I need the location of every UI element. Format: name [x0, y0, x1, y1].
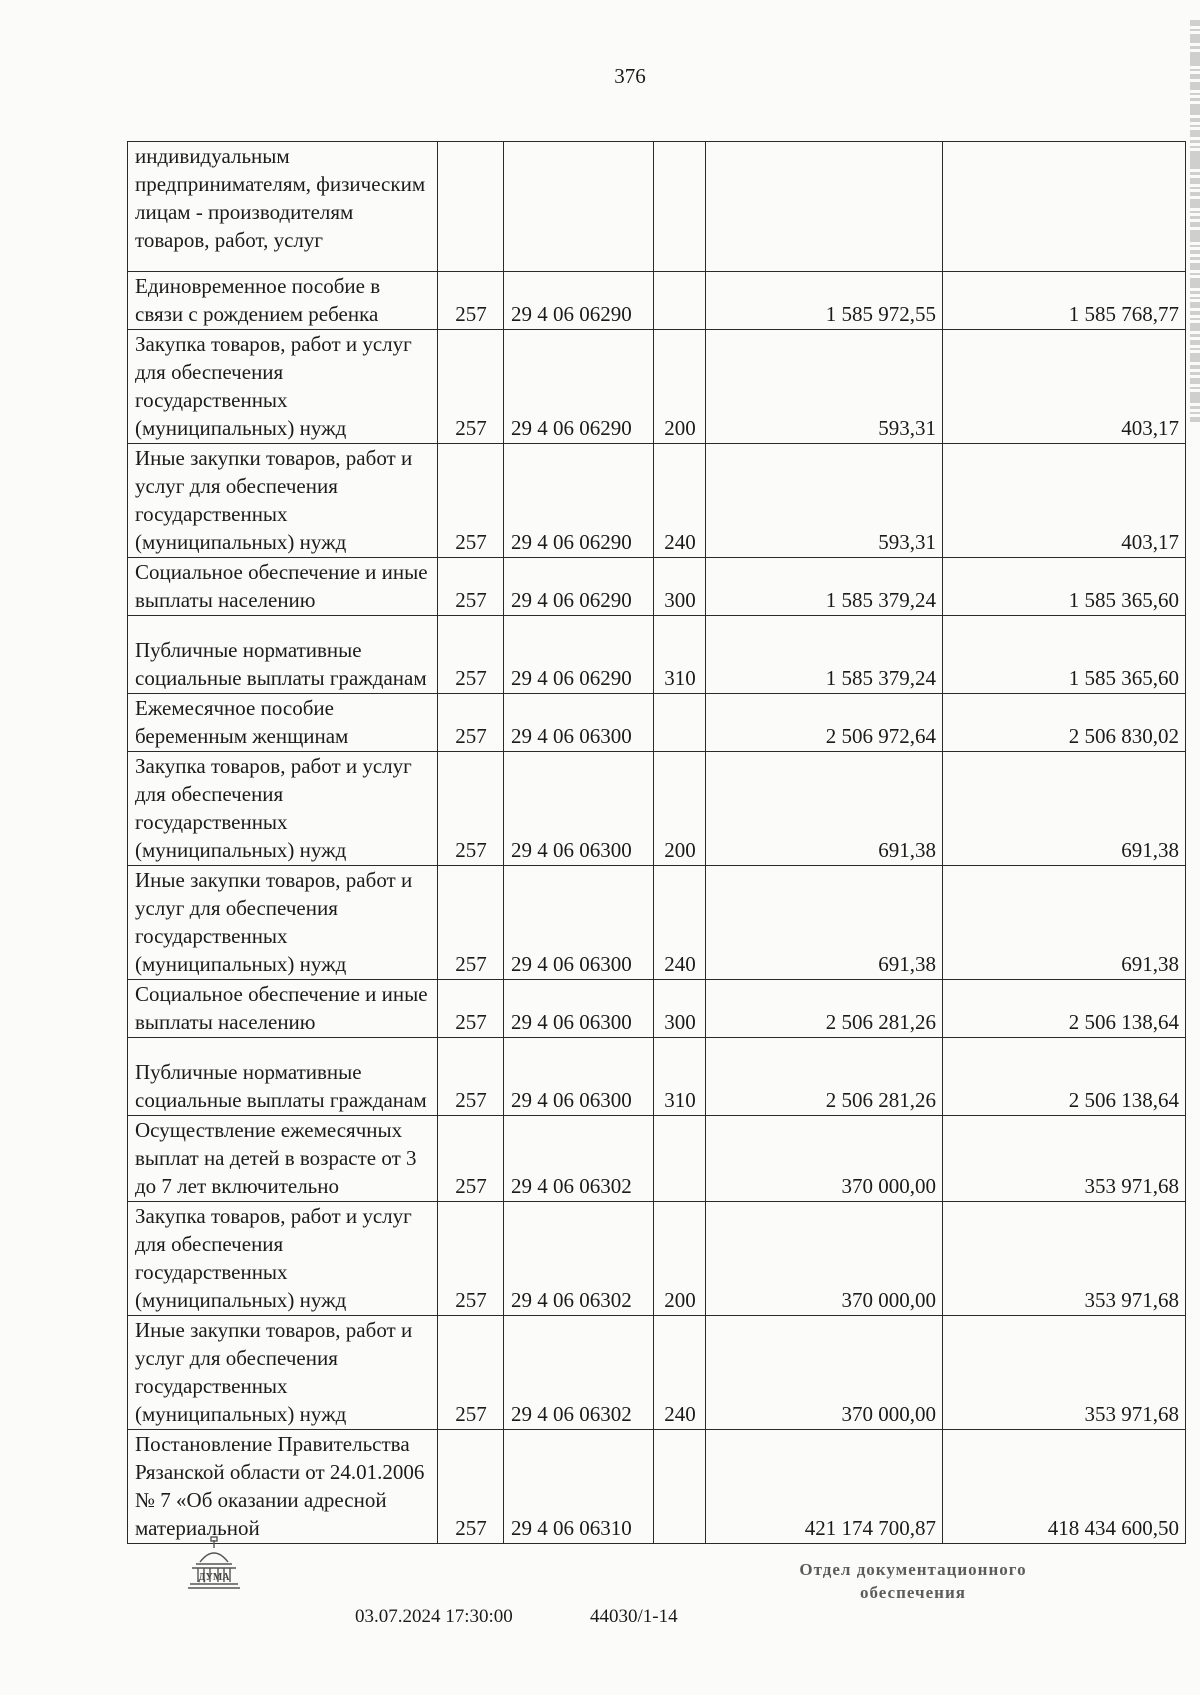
row-program-code-cell: 29 4 06 06302 — [504, 1202, 654, 1316]
row-expense-type-cell — [654, 694, 706, 752]
row-code-cell: 257 — [438, 752, 504, 866]
row-amount-fact-cell: 353 971,68 — [943, 1316, 1186, 1430]
row-amount-fact-cell: 1 585 365,60 — [943, 616, 1186, 694]
row-program-code-cell: 29 4 06 06300 — [504, 866, 654, 980]
table-row — [128, 142, 1186, 272]
row-program-code-cell: 29 4 06 06300 — [504, 1038, 654, 1116]
row-code-cell: 257 — [438, 1116, 504, 1202]
row-amount-plan-cell: 370 000,00 — [706, 1316, 943, 1430]
row-amount-plan-cell: 2 506 281,26 — [706, 1038, 943, 1116]
row-code-cell: 257 — [438, 330, 504, 444]
row-program-code-cell: 29 4 06 06290 — [504, 616, 654, 694]
row-program-code-cell: 29 4 06 06300 — [504, 980, 654, 1038]
row-name-cell: Закупка товаров, работ и услуг для обеспечения государственных (муниципальных) нужд — [128, 1202, 438, 1316]
row-amount-plan-cell: 691,38 — [706, 866, 943, 980]
row-code-cell — [438, 142, 504, 272]
row-amount-fact-cell: 691,38 — [943, 752, 1186, 866]
row-expense-type-cell: 200 — [654, 1202, 706, 1316]
row-code-cell: 257 — [438, 1316, 504, 1430]
row-code-cell: 257 — [438, 272, 504, 330]
scan-edge-artifact — [1190, 20, 1200, 1580]
row-amount-fact-cell: 2 506 830,02 — [943, 694, 1186, 752]
row-expense-type-cell: 240 — [654, 866, 706, 980]
row-name-cell: Публичные нормативные социальные выплаты гражданам — [128, 1038, 438, 1116]
row-amount-fact-cell: 353 971,68 — [943, 1202, 1186, 1316]
row-name-cell: Иные закупки товаров, работ и услуг для обеспечения государственных (муниципальных) нужд — [128, 1316, 438, 1430]
row-name-cell: Единовременное пособие в связи с рождением ребенка — [128, 272, 438, 330]
row-amount-fact-cell: 2 506 138,64 — [943, 980, 1186, 1038]
table-row — [128, 694, 1186, 752]
row-amount-fact-cell: 2 506 138,64 — [943, 1038, 1186, 1116]
row-program-code-cell: 29 4 06 06302 — [504, 1316, 654, 1430]
row-expense-type-cell: 310 — [654, 616, 706, 694]
table-row — [128, 558, 1186, 616]
table-row — [128, 1116, 1186, 1202]
row-amount-plan-cell: 2 506 972,64 — [706, 694, 943, 752]
row-expense-type-cell — [654, 272, 706, 330]
row-expense-type-cell — [654, 1430, 706, 1544]
row-amount-plan-cell: 691,38 — [706, 752, 943, 866]
row-amount-fact-cell: 1 585 365,60 — [943, 558, 1186, 616]
table-row — [128, 980, 1186, 1038]
footer-timestamp: 03.07.2024 17:30:00 — [355, 1606, 513, 1627]
row-expense-type-cell — [654, 1116, 706, 1202]
row-code-cell: 257 — [438, 1038, 504, 1116]
table-row — [128, 1316, 1186, 1430]
row-amount-plan-cell: 1 585 972,55 — [706, 272, 943, 330]
table-row — [128, 1038, 1186, 1116]
row-name-cell: индивидуальным предпринимателям, физическим лицам - производителям товаров, работ, услуг — [128, 142, 438, 272]
row-code-cell: 257 — [438, 558, 504, 616]
row-program-code-cell: 29 4 06 06290 — [504, 272, 654, 330]
row-code-cell: 257 — [438, 1430, 504, 1544]
footer-document-id: 44030/1-14 — [590, 1606, 678, 1627]
row-name-cell: Публичные нормативные социальные выплаты гражданам — [128, 616, 438, 694]
row-expense-type-cell: 200 — [654, 752, 706, 866]
row-name-cell: Социальное обеспечение и иные выплаты населению — [128, 980, 438, 1038]
table-row — [128, 330, 1186, 444]
row-amount-plan-cell: 370 000,00 — [706, 1202, 943, 1316]
table-row — [128, 444, 1186, 558]
row-amount-plan-cell — [706, 142, 943, 272]
row-amount-fact-cell: 403,17 — [943, 330, 1186, 444]
stamp-line-2: обеспечения — [860, 1583, 966, 1602]
stamp-line-1: Отдел документационного — [799, 1560, 1027, 1579]
row-expense-type-cell: 300 — [654, 558, 706, 616]
row-amount-plan-cell: 370 000,00 — [706, 1116, 943, 1202]
row-amount-plan-cell: 1 585 379,24 — [706, 558, 943, 616]
row-program-code-cell: 29 4 06 06300 — [504, 694, 654, 752]
row-amount-fact-cell — [943, 142, 1186, 272]
row-amount-fact-cell: 403,17 — [943, 444, 1186, 558]
row-name-cell: Закупка товаров, работ и услуг для обеспечения государственных (муниципальных) нужд — [128, 330, 438, 444]
row-code-cell: 257 — [438, 694, 504, 752]
row-program-code-cell — [504, 142, 654, 272]
row-amount-plan-cell: 2 506 281,26 — [706, 980, 943, 1038]
row-code-cell: 257 — [438, 444, 504, 558]
row-name-cell: Осуществление ежемесячных выплат на детей в возрасте от 3 до 7 лет включительно — [128, 1116, 438, 1202]
row-name-cell: Ежемесячное пособие беременным женщинам — [128, 694, 438, 752]
row-program-code-cell: 29 4 06 06310 — [504, 1430, 654, 1544]
table-row — [128, 272, 1186, 330]
row-name-cell: Иные закупки товаров, работ и услуг для обеспечения государственных (муниципальных) нужд — [128, 866, 438, 980]
row-expense-type-cell: 200 — [654, 330, 706, 444]
table-row — [128, 866, 1186, 980]
row-amount-fact-cell: 1 585 768,77 — [943, 272, 1186, 330]
row-program-code-cell: 29 4 06 06290 — [504, 330, 654, 444]
row-code-cell: 257 — [438, 980, 504, 1038]
duma-logo-icon — [182, 1536, 246, 1598]
row-amount-plan-cell: 593,31 — [706, 444, 943, 558]
row-name-cell: Закупка товаров, работ и услуг для обеспечения государственных (муниципальных) нужд — [128, 752, 438, 866]
row-amount-fact-cell: 691,38 — [943, 866, 1186, 980]
row-program-code-cell: 29 4 06 06290 — [504, 558, 654, 616]
row-name-cell: Социальное обеспечение и иные выплаты населению — [128, 558, 438, 616]
row-program-code-cell: 29 4 06 06302 — [504, 1116, 654, 1202]
page-number: 376 — [614, 64, 646, 88]
row-amount-fact-cell: 353 971,68 — [943, 1116, 1186, 1202]
row-amount-plan-cell: 593,31 — [706, 330, 943, 444]
row-expense-type-cell: 240 — [654, 1316, 706, 1430]
department-stamp — [768, 1558, 1058, 1604]
row-expense-type-cell: 240 — [654, 444, 706, 558]
row-expense-type-cell: 310 — [654, 1038, 706, 1116]
svg-text:ДУМА: ДУМА — [198, 1572, 230, 1583]
row-code-cell: 257 — [438, 1202, 504, 1316]
row-expense-type-cell: 300 — [654, 980, 706, 1038]
row-amount-fact-cell: 418 434 600,50 — [943, 1430, 1186, 1544]
row-name-cell: Иные закупки товаров, работ и услуг для обеспечения государственных (муниципальных) нужд — [128, 444, 438, 558]
table-row — [128, 752, 1186, 866]
row-program-code-cell: 29 4 06 06290 — [504, 444, 654, 558]
row-program-code-cell: 29 4 06 06300 — [504, 752, 654, 866]
table-row — [128, 616, 1186, 694]
row-amount-plan-cell: 1 585 379,24 — [706, 616, 943, 694]
row-code-cell: 257 — [438, 866, 504, 980]
table-row — [128, 1430, 1186, 1544]
row-amount-plan-cell: 421 174 700,87 — [706, 1430, 943, 1544]
budget-table — [127, 141, 1186, 1544]
row-expense-type-cell — [654, 142, 706, 272]
row-code-cell: 257 — [438, 616, 504, 694]
table-row — [128, 1202, 1186, 1316]
row-name-cell: Постановление Правительства Рязанской области от 24.01.2006 № 7 «Об оказании адресной материальной — [128, 1430, 438, 1544]
